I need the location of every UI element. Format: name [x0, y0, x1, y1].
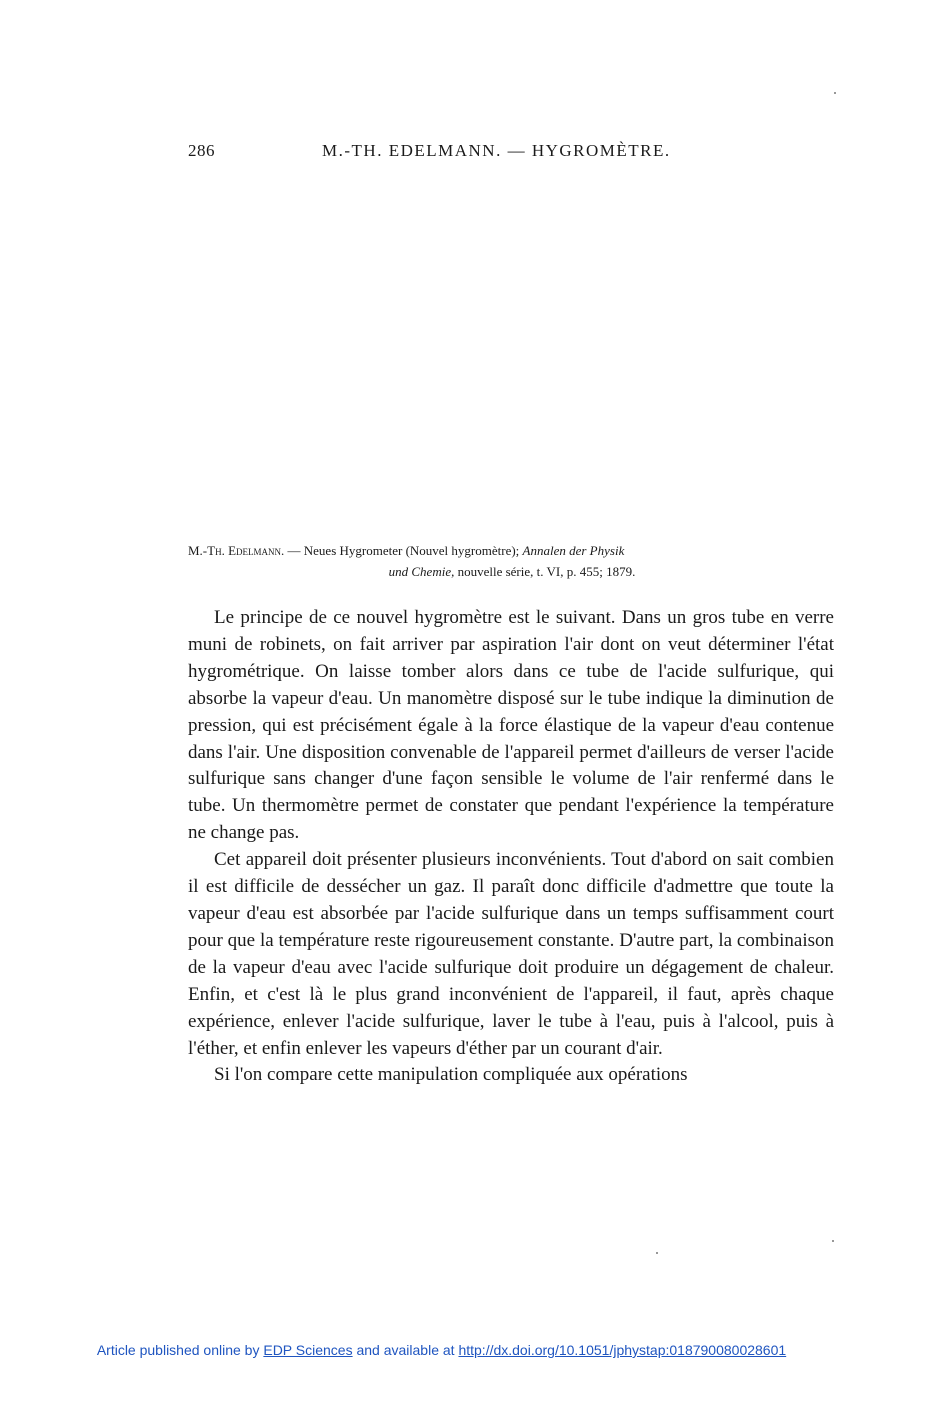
scan-speck — [834, 92, 836, 94]
publisher-link[interactable]: EDP Sciences — [263, 1342, 353, 1358]
bibliographic-reference — [188, 540, 836, 582]
publication-footer — [0, 1342, 883, 1358]
reference-line-2 — [188, 561, 836, 582]
reference-line-1 — [188, 540, 836, 561]
footer-middle: and available at — [356, 1342, 455, 1358]
reference-journal-part1: Annalen der Physik — [522, 543, 625, 558]
body-paragraph: Si l'on compare cette manipulation compliquée aux opérations — [214, 1064, 688, 1086]
scan-speck — [656, 1252, 658, 1254]
body-paragraph: Le principe de ce nouvel hygromètre est le suivant. Dans un gros tube en verre muni de robinets, on fait arriver par aspiration l'air dont on veut déterminer l'état hygrométrique. On laisse tomber alors dans ce tube de l'acide sulfurique, qui absorbe la vapeur d'eau. Un manomètre disposé sur le tube indique la diminution de pression, qui est précisément égale à la force élastique de la vapeur d'eau contenue dans l'air. Une disposition convenable de l'appareil permet d'ailleurs de verser l'acide sulfurique sans changer d'une façon sensible le volume de l'air renfermé dans le tube. Un thermomètre permet de constater que pendant l'expérience la température ne change pas. — [188, 607, 834, 844]
reference-journal-part2: und Chemie, — [388, 564, 455, 579]
reference-details: nouvelle série, t. VI, p. 455; 1879. — [457, 564, 636, 579]
scan-speck — [832, 1240, 834, 1242]
running-title: M.-TH. EDELMANN. — HYGROMÈTRE. — [322, 141, 671, 160]
article-body — [188, 605, 834, 1089]
body-paragraph: Cet appareil doit présenter plusieurs inconvénients. Tout d'abord on sait combien il est difficile de dessécher un gaz. Il paraît donc difficile d'admettre que toute la vapeur d'eau est absorbée par l'acide sulfurique dans un temps suffisamment court pour que la température reste rigoureusement constante. D'autre part, la combinaison de la vapeur d'eau avec l'acide sulfurique doit produire un dégagement de chaleur. Enfin, et c'est là le plus grand inconvénient de l'appareil, il faut, après chaque expérience, enlever l'acide sulfurique, laver le tube à l'eau, puis à l'alcool, puis à l'éther, et enfin enlever les vapeurs d'éther par un courant d'air. — [188, 849, 834, 1059]
doi-link[interactable]: http://dx.doi.org/10.1051/jphystap:018790080028601 — [458, 1342, 787, 1358]
page-number: 286 — [188, 141, 215, 160]
reference-author: M.-Th. Edelmann. — [188, 543, 285, 558]
footer-prefix: Article published online by — [96, 1342, 260, 1358]
reference-title: — Neues Hygrometer (Nouvel hygromètre); — [287, 543, 520, 558]
